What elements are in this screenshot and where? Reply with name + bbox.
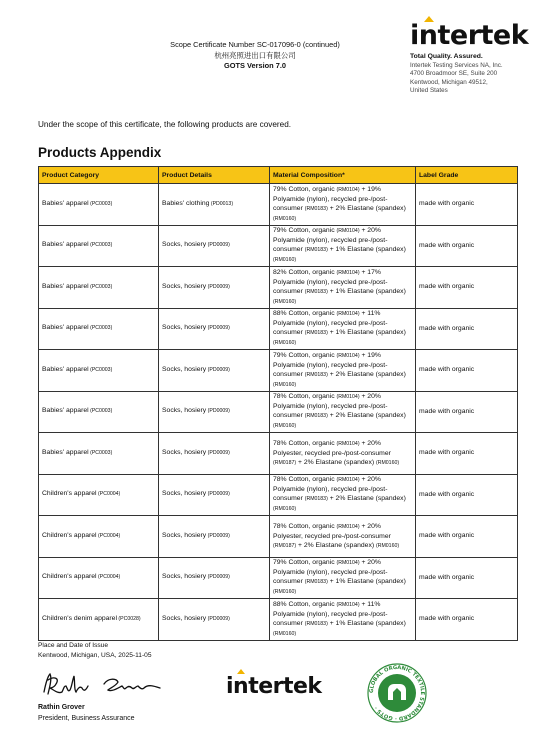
cell-text: + 1% Elastane (spandex) [327, 329, 406, 337]
code-label: (PD0009) [206, 408, 230, 415]
code-label: (RM0104) [336, 269, 360, 276]
code-label: (RM0187) [273, 542, 297, 549]
logo-arrow-icon [237, 669, 245, 674]
code-label: (RM0160) [273, 215, 297, 222]
cell-label-grade [416, 516, 518, 558]
cell-text: + 2% Elastane (spandex) [327, 204, 406, 212]
code-label: (PC0004) [96, 532, 121, 539]
cell-product-details [159, 391, 270, 433]
logo-arrow-icon [424, 16, 434, 22]
signer-title: President, Business Assurance [38, 715, 135, 722]
code-label: (RM0104) [336, 394, 360, 401]
cell-product-category [39, 391, 159, 433]
code-label: (PC0003) [88, 242, 113, 249]
table-row [39, 350, 518, 392]
place-date-label: Place and Date of Issue [38, 642, 109, 649]
code-label: (PC0004) [96, 491, 121, 498]
intertek-logo: intertek [410, 22, 530, 50]
cell-product-details [159, 184, 270, 226]
signature-image [38, 668, 168, 702]
column-header-grade: Label Grade [416, 167, 518, 184]
cell-text: Socks, hosiery [162, 324, 207, 332]
code-label: (RM0183) [304, 371, 328, 378]
cell-text: + 1% Elastane (spandex) [327, 287, 406, 295]
address-line: United States [410, 87, 448, 95]
cell-text: made with organic [419, 407, 475, 415]
cell-product-category [39, 184, 159, 226]
cell-label-grade [416, 225, 518, 267]
gots-seal-icon [366, 662, 428, 724]
cell-text: Socks, hosiery [162, 282, 207, 290]
cell-material-composition [270, 308, 416, 350]
cell-text: 79% Cotton, organic [273, 227, 337, 235]
brand-address [410, 62, 530, 96]
section-title: Products Appendix [38, 145, 162, 160]
cell-text: Socks, hosiery [162, 407, 207, 415]
code-label: (RM0104) [336, 186, 360, 193]
cell-text: 79% Cotton, organic [273, 185, 337, 193]
cell-product-category [39, 516, 159, 558]
cell-text: + 20% Polyamide (nylon), recycled pre-/post-consumer [273, 559, 388, 586]
table-row [39, 308, 518, 350]
place-date-value: Kentwood, Michigan, USA, 2025-11-05 [38, 652, 152, 659]
standard-version: GOTS Version 7.0 [223, 61, 287, 70]
code-label: (RM0160) [273, 423, 297, 430]
cell-label-grade [416, 433, 518, 475]
code-label: (RM0160) [273, 589, 297, 596]
cell-product-category [39, 433, 159, 475]
cell-text: 78% Cotton, organic [273, 439, 337, 447]
cell-text: Children's apparel [42, 531, 97, 539]
cell-text: + 19% Polyamide (nylon), recycled pre-/post-consumer [273, 185, 388, 212]
column-header-category: Product Category [39, 167, 159, 184]
cell-text: Socks, hosiery [162, 365, 207, 373]
code-label: (PC0004) [96, 574, 121, 581]
cell-text: Socks, hosiery [162, 614, 207, 622]
cell-text: Babies' apparel [42, 365, 89, 373]
code-label: (PC0003) [88, 325, 113, 332]
cell-text: made with organic [419, 490, 475, 498]
table-row [39, 474, 518, 516]
products-table [38, 166, 518, 641]
code-label: (RM0160) [273, 298, 297, 305]
cell-text: + 20% Polyamide (nylon), recycled pre-/post-consumer [273, 393, 388, 420]
cell-text: + 2% Elastane (spandex) [327, 495, 406, 503]
table-row [39, 225, 518, 267]
table-row [39, 184, 518, 226]
code-label: (RM0160) [273, 257, 297, 264]
intertek-brand-block [410, 22, 530, 96]
code-label: (RM0183) [304, 330, 328, 337]
cell-text: Socks, hosiery [162, 573, 207, 581]
cell-material-composition [270, 267, 416, 309]
cell-label-grade [416, 391, 518, 433]
code-label: (RM0104) [336, 352, 360, 359]
code-label: (RM0183) [304, 288, 328, 295]
cell-text: + 11% Polyamide (nylon), recycled pre-/post-consumer [273, 310, 388, 337]
cell-text: 88% Cotton, organic [273, 600, 337, 608]
cell-material-composition [270, 516, 416, 558]
cell-product-details [159, 225, 270, 267]
code-label: (RM0183) [304, 247, 328, 254]
cell-text: made with organic [419, 241, 475, 249]
cell-text: + 1% Elastane (spandex) [327, 246, 406, 254]
cell-text: Babies' apparel [42, 199, 89, 207]
cell-text: made with organic [419, 532, 475, 540]
code-label: (RM0160) [376, 459, 400, 466]
code-label: (RM0104) [336, 560, 360, 567]
code-label: (PD0009) [206, 366, 230, 373]
code-label: (RM0104) [336, 477, 360, 484]
cell-product-category [39, 267, 159, 309]
code-label: (RM0187) [273, 459, 297, 466]
cell-text: + 20% Polyester, recycled pre-/post-consumer [273, 439, 391, 457]
cell-product-details [159, 516, 270, 558]
footer-intertek-logo: intertek [226, 674, 322, 699]
cell-text: Children's apparel [42, 573, 97, 581]
code-label: (PC0003) [88, 449, 113, 456]
cell-text: + 2% Elastane (spandex) [296, 541, 376, 549]
code-label: (PC0003) [88, 283, 113, 290]
cell-text: Children's denim apparel [42, 614, 117, 622]
code-label: (RM0160) [273, 506, 297, 513]
address-line: Intertek Testing Services NA, Inc. [410, 62, 503, 69]
cell-label-grade [416, 267, 518, 309]
table-body [39, 184, 518, 641]
cell-text: made with organic [419, 324, 475, 332]
cell-text: 79% Cotton, organic [273, 351, 337, 359]
cell-text: + 1% Elastane (spandex) [327, 619, 406, 627]
cell-text: + 20% Polyamide (nylon), recycled pre-/post-consumer [273, 227, 388, 254]
cell-label-grade [416, 474, 518, 516]
column-header-details: Product Details [159, 167, 270, 184]
code-label: (PD0009) [206, 242, 230, 249]
cell-text: + 2% Elastane (spandex) [327, 412, 406, 420]
cell-text: 78% Cotton, organic [273, 393, 337, 401]
cell-text: + 20% Polyester, recycled pre-/post-consumer [273, 522, 391, 540]
scope-statement: Under the scope of this certificate, the following products are covered. [38, 120, 292, 129]
code-label: (PD0009) [206, 615, 230, 622]
code-label: (RM0183) [304, 413, 328, 420]
code-label: (RM0104) [336, 601, 360, 608]
cell-text: Socks, hosiery [162, 531, 207, 539]
table-row [39, 557, 518, 599]
cell-text: + 1% Elastane (spandex) [327, 578, 406, 586]
cell-label-grade [416, 599, 518, 641]
cell-material-composition [270, 433, 416, 475]
company-name: 杭州亮照进出口有限公司 [214, 50, 296, 60]
code-label: (RM0183) [304, 579, 328, 586]
code-label: (PC0028) [116, 615, 141, 622]
cell-material-composition [270, 391, 416, 433]
cell-text: Babies' clothing [162, 199, 210, 207]
cell-text: Babies' apparel [42, 407, 89, 415]
cell-product-category [39, 599, 159, 641]
cell-text: + 17% Polyamide (nylon), recycled pre-/post-consumer [273, 268, 388, 295]
code-label: (PD0013) [209, 200, 234, 207]
code-label: (PC0003) [88, 200, 113, 207]
cell-text: made with organic [419, 366, 475, 374]
cell-product-category [39, 225, 159, 267]
cell-material-composition [270, 350, 416, 392]
code-label: (PD0009) [206, 283, 230, 290]
cell-material-composition [270, 474, 416, 516]
cell-product-category [39, 557, 159, 599]
code-label: (PC0003) [88, 408, 113, 415]
address-line: Kentwood, Michigan 49512, [410, 78, 488, 86]
cell-product-details [159, 599, 270, 641]
code-label: (RM0183) [304, 496, 328, 503]
code-label: (PD0009) [206, 449, 230, 456]
table-row [39, 433, 518, 475]
cell-product-category [39, 474, 159, 516]
code-label: (RM0104) [336, 523, 360, 530]
brand-tagline: Total Quality. Assured. [410, 53, 483, 60]
cell-label-grade [416, 557, 518, 599]
code-label: (PC0003) [88, 366, 113, 373]
cell-product-details [159, 474, 270, 516]
table-header-row [39, 167, 518, 184]
code-label: (PD0009) [206, 491, 230, 498]
code-label: (RM0160) [273, 340, 297, 347]
code-label: (RM0104) [336, 440, 360, 447]
cell-text: 78% Cotton, organic [273, 522, 337, 530]
code-label: (PD0009) [206, 325, 230, 332]
cell-material-composition [270, 225, 416, 267]
cell-product-details [159, 557, 270, 599]
code-label: (RM0104) [336, 228, 360, 235]
cell-text: + 2% Elastane (spandex) [296, 458, 376, 466]
cell-text: 88% Cotton, organic [273, 310, 337, 318]
cell-text: Socks, hosiery [162, 241, 207, 249]
cell-text: Socks, hosiery [162, 448, 207, 456]
cell-product-category [39, 350, 159, 392]
cell-text: 78% Cotton, organic [273, 476, 337, 484]
table-row [39, 599, 518, 641]
cell-text: + 20% Polyamide (nylon), recycled pre-/post-consumer [273, 476, 388, 503]
address-line: 4700 Broadmoor SE, Suite 200 [410, 70, 498, 78]
cell-text: Socks, hosiery [162, 490, 207, 498]
certificate-number: Scope Certificate Number SC-017096-0 (continued) [170, 40, 340, 49]
cell-text: Babies' apparel [42, 282, 89, 290]
table-row [39, 267, 518, 309]
cell-label-grade [416, 308, 518, 350]
cell-material-composition [270, 184, 416, 226]
cell-product-details [159, 433, 270, 475]
cell-label-grade [416, 350, 518, 392]
cell-text: Children's apparel [42, 490, 97, 498]
cell-text: Babies' apparel [42, 241, 89, 249]
cell-text: 82% Cotton, organic [273, 268, 337, 276]
cell-text: made with organic [419, 283, 475, 291]
code-label: (RM0183) [304, 205, 328, 212]
table-row [39, 516, 518, 558]
cell-text: Babies' apparel [42, 448, 89, 456]
code-label: (PD0009) [206, 532, 230, 539]
code-label: (RM0160) [376, 542, 400, 549]
cell-label-grade [416, 184, 518, 226]
code-label: (RM0183) [304, 620, 328, 627]
certificate-header [140, 40, 370, 72]
svg-text:GLOBAL ORGANIC TEXTILE STANDAR: GLOBAL ORGANIC TEXTILE STANDARD · GOTS · [368, 664, 426, 722]
cell-text: 79% Cotton, organic [273, 559, 337, 567]
cell-text: + 19% Polyamide (nylon), recycled pre-/post-consumer [273, 351, 388, 378]
cell-text: made with organic [419, 573, 475, 581]
cell-product-category [39, 308, 159, 350]
code-label: (RM0160) [273, 381, 297, 388]
cell-product-details [159, 267, 270, 309]
cell-text: made with organic [419, 200, 475, 208]
cell-text: Babies' apparel [42, 324, 89, 332]
cell-material-composition [270, 599, 416, 641]
table-row [39, 391, 518, 433]
cell-product-details [159, 350, 270, 392]
code-label: (PD0009) [206, 574, 230, 581]
cell-text: made with organic [419, 449, 475, 457]
cell-text: + 11% Polyamide (nylon), recycled pre-/post-consumer [273, 600, 388, 627]
cell-product-details [159, 308, 270, 350]
code-label: (RM0160) [273, 630, 297, 637]
cell-text: made with organic [419, 615, 475, 623]
code-label: (RM0104) [336, 311, 360, 318]
cell-text: + 2% Elastane (spandex) [327, 370, 406, 378]
signer-name: Rathin Grover [38, 704, 85, 711]
column-header-material: Material Composition* [270, 167, 416, 184]
cell-material-composition [270, 557, 416, 599]
